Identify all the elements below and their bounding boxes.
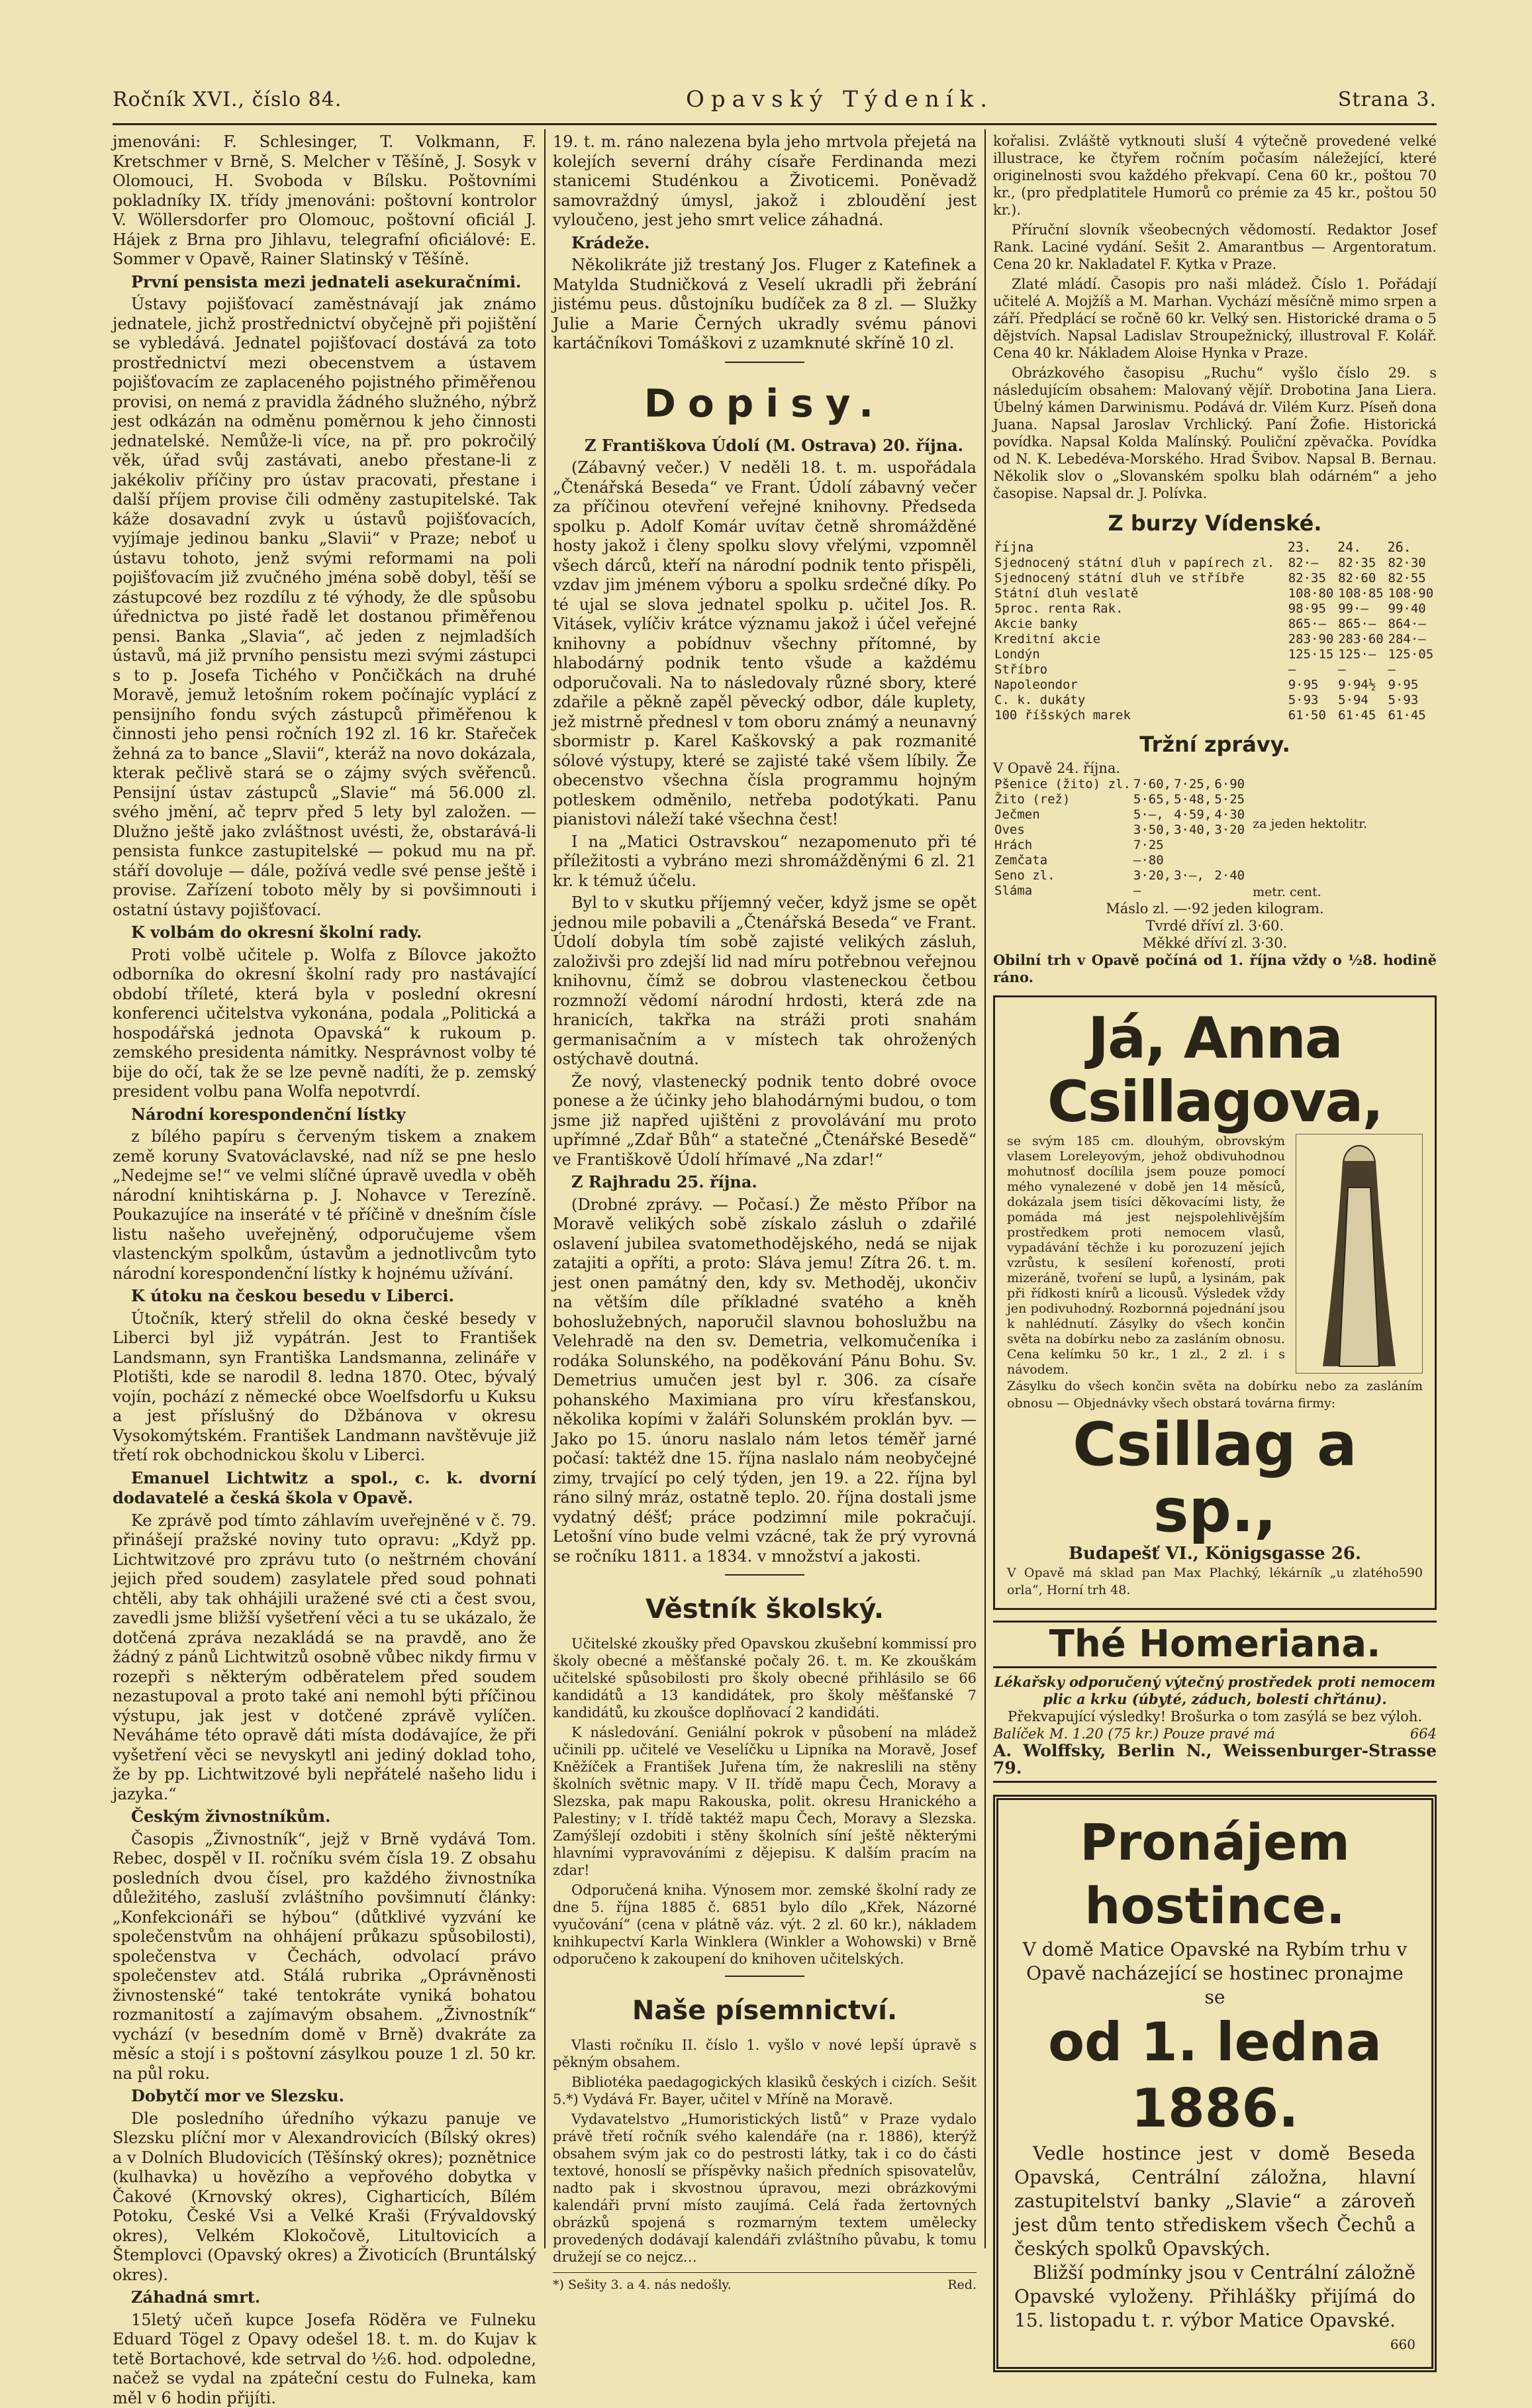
column-2 [553,132,977,2265]
market-cell: 3·40, [1173,823,1213,838]
paragraph: Dle posledního úředního výkazu panuje ve Slezsku plíční mor v Alexandrovicích (Bílský okres) a v Dolních Bludovicích (Těšínský okres); poznětnice (kulhavka) u hovězího a vepřového dobytka v Čakové (Krnovský okres), Cigharticích, Bílém Potoku, České Vsi a Velké Kraši (Frývaldovský okres), Velkém Klokočově, Litultovicích a Štemplovci (Opavský okres) a Životicích (Bruntálský okres). [113,2109,536,2285]
market-row [993,823,1246,838]
advertisement-rent [993,1795,1437,2372]
ad-csillag-agent-row [1007,1564,1423,1599]
article-heading: Národní korespondenční lístky [131,1105,406,1124]
market-units [1253,777,1367,900]
market-title: Tržní zprávy. [993,735,1437,755]
paragraph: 19. t. m. ráno nalezena byla jeho mrtvola přejetá na kolejích severní dráhy císaře Ferdinanda mezi stanicemi Studénkou a Životicemi. Poněvadž samovraždný úmysl, jakož i zbloudění jest vyloučeno, jest jeho smrt velice záhadná. [553,132,977,230]
market-body [993,777,1246,899]
section-title-school: Věstník školský. [553,1593,977,1626]
paragraph: (Drobné zprávy. — Počasí.) Že město Příbor na Moravě velikých sobě získalo zásluh o zdařilé oslavení jubilea svatomethodějského, nedá se nijak zatajiti a opříti, a proto: Sláva jemu! Zítra 26. t. m. jest onen památný den, kdy sv. Methoděj, ukončiv na větším díle příkladné svatého a kněh bohoslužebných, naporučil slavnou bohoslužbu na Velehradě na den sv. Demetria, velkomučeníka i rodáka Solunského, na poděkování Pánu Bohu. Sv. Demetrius umučen jest byl r. 306. za císaře pohanského Maximiana pro víru křesťanskou, několika kopími v žaláři Solunském proklán byv. — Jako po 15. únoru naslalo nám letos téměř jarné počasí: taktéž dne 15. října naslalo nám neobyčejné zimy, trvající po celý týden, jen 19. a 22. října byl ráno silný mráz, ostatně teplo. 20. října dostali jsme vydatný déšť; práce podzimní mile pokračují. Letošní víno bude velmi vzácné, tak že prý vyrovná se ročníku 1811. a 1834. v množství a jakosti. [553,1195,977,1567]
bourse-header-cell: 23. [1287,539,1337,556]
paragraph: Odporučená kniha. Výnosem mor. zemské školní rady ze dne 5. října 1885 č. 6851 bylo dílo „Křek, Názorné vyučování“ (cena v plátně váz. výt. 2 zl. 60 kr.), nákladem knihkupectví Karla Winklera (Winkler a Wohowski) v Brně odporučeno k zakoupení do knihoven učitelských. [553,1881,977,1968]
bourse-cell: Sjednocený státní dluh v papírech zl. [993,556,1287,571]
paragraph: Časopis „Živnostník“, jejž v Brně vydává Tom. Rebec, dospěl v II. ročníku svém čísla 19. Z obsahu posledních dvou čísel, pro každého živnostníka důležitého, zasluší zvláštního povšimnutí články: „Konfekcionáři se hýbou“ (důtklivé vyzvání ke společenstvům na ohhájení průkazu spůsobilosti), společenstva v Čechách, odvolací právo společenstev atd. Stálá rubrika „Oprávněnosti živnostenské“ také tentokráte vyniká bohatou rozmanitostí a zajímavým obsahem. „Živnostník“ vychází (v besedním domě v Brně) dvakráte za měsíc a stojí i s poštovní zásylkou pouze 1 zl. 50 kr. na půl roku. [113,1830,536,2084]
bourse-cell: 82·55 [1387,571,1437,586]
market-cell: 3·20 [1213,823,1246,838]
market-row [993,883,1246,899]
paragraph: Vlasti ročníku II. číslo 1. vyšlo v nové lepší úpravě s pěkným obsahem. [553,2036,977,2071]
article-heading: Z Rajhradu 25. října. [571,1172,757,1191]
paragraph: Byl to v skutku příjemný večer, když jsme se opět jednou mile pobavili a „Čtenářská Beseda“ ve Frant. Údolí dobyla tím sobě zajisté velikých zásluh, založivši pro zdejší lid nad míru potřebnou veřejnou knihovnu, čímž se dobrou vlasteneckou četbou rozmnoží vědomí národní hrdosti, která zde na hranicích, takřka na stráži proti snahám germanisačním a v místech tak ohrožených ostýchavě doutná. [553,893,977,1070]
market-cell: 3·50, [1132,823,1173,838]
bourse-cell: 61·45 [1387,708,1437,723]
market-cell: 5·48, [1173,792,1213,807]
bourse-cell: 98·95 [1287,601,1337,617]
paragraph: jmenováni: F. Schlesinger, T. Volkmann, F. Kretschmer v Brně, S. Melcher v Těšíně, J. Sosyk v Olomouci, H. Svoboda v Bílsku. Poštovními pokladníky IX. třídy jmenováni: poštovní kontrolor V. Wöllersdorfer pro Olomouc, poštovní oficiál J. Hájek z Brna pro Jihlavu, telegrafní oficiálové: E. Sommer v Opavě, Rainer Slatinský v Těšíně. [113,132,536,270]
article-heading: První pensista mezi jednateli asekuračními. [131,272,521,291]
market-cell: 4·59, [1173,807,1213,823]
article-heading: Krádeže. [571,233,649,252]
market-cell: 3·20, [1132,868,1173,883]
bourse-cell: Stříbro [993,662,1287,677]
bourse-cell: 100 říšských marek [993,708,1287,723]
paragraph: Ke zprávě pod tímto záhlavím uveřejněné v č. 79. přinášejí pražské noviny tuto opravu: „Když pp. Lichtwitzové pro zprávu tuto (o neštrném chování jejich před soudem) zasylatele před soud pohnati chtěli, aby tak ohhájili uražené své cti a čest svou, zavedli jsme bližší vyšetření věci a tu se ukázalo, že dotčená zpráva nezakládá se na pravdě, ano že žádný z pánů Lichtwitzů osobně vůbec nikdy firmu v rozepři s některým odběratelem před soudem nezastupoval a proto také ani nemohl býti příčinou výstupu, jak jest v dotčené zprávě vylíčen. Neváháme této opravě dáti místa dodávajíce, že při vyšetření věci se nevyskytl ani jediný doklad toho, že by pp. Lichtwitzové byli nepřátelé našeho lidu i jazyka.“ [113,1511,536,1805]
bourse-cell: 865·— [1287,617,1337,632]
bourse-cell: 5·93 [1287,693,1337,708]
market-row [993,838,1246,853]
separator [725,1976,804,1977]
market-cell: —·80 [1132,853,1173,868]
market-cell: 4·30 [1213,807,1246,823]
bourse-cell: 108·80 [1287,586,1337,601]
bourse-cell: 283·60 [1337,632,1386,647]
ad-rent-date: od 1. ledna 1886. [1014,2009,1415,2142]
bourse-cell: 82·60 [1337,571,1386,586]
separator [725,1574,804,1576]
ad-csillag-brand: Csillag a sp., [1007,1412,1423,1544]
bourse-header-cell: října [993,539,1287,556]
masthead-title: Opavský Týdeník. [686,86,994,113]
article-heading: K volbám do okresní školní rady. [131,923,422,942]
market-meat: Máslo zl. —·92 jeden kilogram. [993,900,1437,917]
bourse-cell: Kreditní akcie [993,632,1287,647]
market-block [993,777,1437,900]
bourse-row [993,617,1437,632]
market-cell: Sláma [993,883,1132,899]
bourse-cell: 61·45 [1337,708,1386,723]
market-row [993,853,1246,868]
market-unit-hl: za jeden hektolitr. [1253,817,1367,832]
bourse-cell: 284·— [1387,632,1437,647]
market-cell: Ječmen [993,807,1132,823]
section-title-literature: Naše písemnictví. [553,1994,977,2027]
ad-number: 660 [1014,2333,1415,2356]
ad-csillag-body [1007,1134,1423,1378]
ad-csillag-note: Zásylku do všech končin světa na dobírku nebo za zasláním obnosu — Objednávky všech obstará továrna firmy: [1007,1378,1423,1412]
ad-rent-p1: V domě Matice Opavské na Rybím trhu v Opavě nacházející se hostinec pronajme se [1014,1938,1415,2009]
footnote-sign: Red. [947,2276,977,2295]
section-title-dopisy: Dopisy. [553,380,977,426]
ad-homeriana-address: A. Wolffsky, Berlin N., Weissenburger-Strasse 79. [993,1742,1437,1783]
bourse-row [993,708,1437,723]
market-cell: Seno zl. [993,868,1132,883]
market-row [993,777,1246,792]
article-heading: Emanuel Lichtwitz a spol., c. k. dvorní dodavatelé a česká škola v Opavě. [113,1468,536,1508]
bourse-cell: 82·— [1287,556,1337,571]
header-rule [113,123,1437,125]
bourse-header-cell: 24. [1337,539,1386,556]
market-row [993,792,1246,807]
long-hair-woman-illustration [1296,1134,1423,1374]
bourse-cell: 61·50 [1287,708,1337,723]
woman-figure-icon [1296,1134,1422,1373]
article-heading: Záhadná smrt. [131,2287,260,2307]
page-number: Strana 3. [1338,88,1437,111]
bourse-cell: 9·95 [1387,677,1437,693]
market-cell: 6·90 [1213,777,1246,792]
market-cell [1213,883,1246,899]
paragraph: Zlaté mládí. Časopis pro naši mládež. Číslo 1. Pořádají učitelé A. Mojžíš a M. Marhan. Vychází měsíčně mimo srpen a září. Předplácí se ročně 60 kr. Velký sen. Historické drama o 5 dějstvích. Napsal Ladislav Stroupežnický, illustroval F. Kolář. Cena 40 kr. Nákladem Aloise Hynka v Praze. [993,276,1437,362]
paragraph: (Zábavný večer.) V neděli 18. t. m. uspořádala „Čtenářská Beseda“ ve Frant. Údolí zábavný večer za příčinou otevření veřejné knihovny. Předseda spolku p. Adolf Komár uvítav četně shromážděné hosty jakož i členy spolku slovy vřelými, vzpomněl všech dárců, kteří na národní podnik tento přispěli, vzdav jim jménem výboru a spolku srdečné díky. Po té ujal se slova jednatel spolku p. učitel Jos. R. Vitásek, vylíčiv krátce významu jakož i účel veřejné knihovny a pobídnuv všechny přítomné, by hlabodárný podnik tento všude a každému odporučovali. Na to následovaly různé sbory, které zdařile a pěkně zapěl pěvecký odbor, dále kuplety, jež mistrně přednesl v tom oboru známý a neunavný sbormistr p. Karel Kaškovský a pak rozmanité sólové výstupy, které se zajisté také všem líbily. Že obecenstvo všechna čísla programmu hojným potleskem odměnilo, netřeba podotýkati. Panu pianistovi náleží také všechna čest! [553,458,977,830]
bourse-row [993,601,1437,617]
bourse-cell: 108·90 [1387,586,1437,601]
market-subtitle: V Opavě 24. října. [993,760,1437,777]
market-cell: Hrách [993,838,1132,853]
market-cell: 2·40 [1213,868,1246,883]
ad-homeriana-title: Thé Homeriana. [993,1621,1437,1668]
separator [725,362,804,363]
market-cell: 3·—, [1173,868,1213,883]
bourse-cell: 9·94½ [1337,677,1386,693]
market-table [993,777,1246,899]
bourse-cell: 5·93 [1387,693,1437,708]
bourse-cell: 5·94 [1337,693,1386,708]
bourse-cell: — [1337,662,1386,677]
bourse-header-cell: 26. [1387,539,1437,556]
article-heading: Dobytčí mor ve Slezsku. [131,2086,344,2105]
column-divider [544,129,546,2248]
bourse-cell: 82·30 [1387,556,1437,571]
bourse-cell: Londýn [993,647,1287,662]
bourse-row [993,647,1437,662]
bourse-cell: 283·90 [1287,632,1337,647]
market-cell [1173,838,1213,853]
paragraph: z bílého papíru s červeným tiskem a znakem země koruny Svatováclavské, nad níž se pne heslo „Nedejme se!“ ve velmi slíčné úpravě uvedla v oběh národní knihtiskárna p. J. Nohavce v Terezíně. Poukazujíce na inseráté v té příčině v dnešním čísle listu našeho uveřejněný, odporučujeme všem vlastenckým spolkům, ústavům a jednotlivcům tyto národní korespondenční lístky k hojnému užívání. [113,1127,536,1283]
bourse-cell: Napoleondor [993,677,1287,693]
market-cell [1173,883,1213,899]
market-wood-hard: Tvrdé dříví zl. 3·60. [993,917,1437,934]
market-cell: — [1132,883,1173,899]
market-row [993,807,1246,823]
column-1 [113,132,536,2265]
ad-csillag-address: Budapešť VI., Königsgasse 26. [1007,1544,1423,1564]
bourse-row [993,677,1437,693]
bourse-row [993,693,1437,708]
bourse-cell: 125·15 [1287,647,1337,662]
ad-homeriana-text2: Překvapující výsledky! Brošurka o tom zasýlá se bez výloh. [993,1708,1437,1725]
paragraph: 15letý učeň kupce Josefa Röděra ve Fulneku Eduard Tögel z Opavy odešel 18. t. m. do Kujav k tetě Bortachové, kde setrval do ½6. hod. odpoledne, načež se vydal na zpáteční cestu do Fulneka, kam měl v 6 hodin přijíti. [113,2311,536,2408]
market-cell [1213,838,1246,853]
bourse-row [993,632,1437,647]
bourse-cell: 125·— [1337,647,1386,662]
paragraph: Učitelské zkoušky před Opavskou zkušební kommissí pro školy obecné a měšťanské počaly 26. t. m. Ke zkouškám učitelské spůsobilosti pro školy obecné přihlásilo se 66 kandidátů a 13 kandidátek, pro školy měšťanské 7 kandidátů, ku zkoušce doplňovací 2 kandidáti. [553,1635,977,1721]
market-unit-cent: metr. cent. [1253,885,1367,900]
advertisement-csillag [993,995,1437,1610]
market-cell: Oves [993,823,1132,838]
paragraph: Několikráte již trestaný Jos. Fluger z Katefinek a Matylda Studničková z Veselí ukradli při žebrání jistému peus. důstojníku budíček za 8 zl. — Služky Julie a Marie Černých ukradly svému pánovi kartáčníkovi Tomáškovi z uzamknuté skříně 10 zl. [553,256,977,354]
bourse-cell: 9·95 [1287,677,1337,693]
market-cell: Žito (rež) [993,792,1132,807]
paragraph: Proti volbě učitele p. Wolfa z Bílovce jakožto odborníka do okresní školní rady pro nastávající období tříleté, která byla v poslední okresní konferenci učitelstva vykonána, podala „Politická a hospodářská jednota Opavská“ k rukoum p. zemského presidenta námitky. Nesprávnost volby té bije do očí, tak že se lze pevně nadíti, že p. zemský president volbu pana Wolfa nepotvrdí. [113,946,536,1102]
bourse-cell: Akcie banky [993,617,1287,632]
market-cell: 7·60, [1132,777,1173,792]
bourse-cell: 99·40 [1387,601,1437,617]
market-cell [1213,853,1246,868]
ad-csillag-text: se svým 185 cm. dlouhým, obrovským vlasem Loreleyovým, jehož obdivuhodnou mohutnosť docílila jsem pouze pomocí mého vynalezené v době jen 14 měsíců, dokázala jsem tisíci děkovacími listy, že pomáda má jest nejspolehlivějším prostředkem proti nemocem vlasů, vypadávání těchže i ku porozuzení jejich vzrůstu, k sesílení kořeností, proti mizeráně, tvoření se lupů, a lysinám, pak při řídkosti knírů a licousů. Výsledek vždy jen podivuhodný. Rozbornná pojednání jsou k nahlédnutí. Zásylky do všech končin světa na dobírku nebo za zasláním obnosu. Cena kelímku 50 kr., 1 zl., 2 zl. i s návodem. [1007,1134,1285,1378]
paragraph: Ústavy pojišťovací zaměstnávají jak známo jednatele, jichž prostřednictví obyčejně při pojištění se vybledává. Jednatel pojišťovací dostává za toto prostřednictví mezi obecenstvem a ústavem pojišťovacím ze zaplaceného pojistného přiměřenou provisi, on nemá z pravidla žádného služného, nýbrž jest odkázán na odměnu poměrnou k jeho činnosti jednatelské. Nemůže-li více, na př. pro pokročilý věk, úřad svůj zastávati, anebo přestane-li z jakékoliv příčiny pro ústav pracovati, přestane i další příjem provise čili odměny zastupitelské. Tak káže dosavadní zvyk u ústavů pojišťovacích, vyjímaje jedinou banku „Slavii“ v Praze; neboť u ústavu tohoto, jenž svými reformami na poli pojišťovacím již zvučného jména sobě dobyl, těší se zástupcové bez rozdílu z té výhody, že dle spůsobu úřednictva po jisté řadě let dostanou přiměřenou pensi. Banka „Slavia“, ač jeden z nejmladších ústavů, má již prvního pensistu mezi svými zástupci s to p. Josefa Tichého v Pončičkách na druhé Moravě, jemuž letošním rokem počínajíc vyplácí z pensijního fondu svých zástupců přiměřenou k činnosti jeho pensi ročních 192 zl. 16 kr. Stařeček žehná za to bance „Slavii“, kteráž na novo dokázala, kterak pečlivě stará se o zájmy svých svěřenců. Pensijní ústav zástupců „Slavie“ má 56.000 zl. svého jmění, ač teprv před 5 lety byl založen. — Dlužno ještě jako zvláštnost uvésti, že, obstarává-li pensista funkce zastupitelské — pokud mu na př. stáří dovoluje — dále, požívá vedle své pense ještě i provise. Zařízení toboto měly by si povšimnouti i ostatní ústavy pojišťovací. [113,295,536,920]
footnote-text: *) Sešity 3. a 4. nás nedošly. [553,2276,732,2295]
column-3 [993,132,1437,2265]
paragraph: Příruční slovník všeobecných vědomostí. Redaktor Josef Rank. Laciné vydání. Sešit 2. Amarantbus — Argentoratum. Cena 20 kr. Nakladatel F. Kytka v Praze. [993,221,1437,273]
market-cell: Zemčata [993,853,1132,868]
bourse-cell: Sjednocený státní dluh ve stříbře [993,571,1287,586]
ad-rent-p3: Bližší podmínky jsou v Centrální záložně Opavské vyloženy. Přihlášky přijímá do 15. listopadu t. r. výbor Matice Opavské. [1014,2261,1415,2333]
bourse-cell: 125·05 [1387,647,1437,662]
market-cell: 7·25 [1132,838,1173,853]
article-heading: K útoku na českou besedu v Liberci. [131,1286,454,1305]
column-divider [984,129,986,2248]
market-cell [1173,853,1213,868]
bourse-cell: C. k. dukáty [993,693,1287,708]
bourse-cell: — [1387,662,1437,677]
paragraph: Útočník, který střelil do okna české besedy v Liberci byl již vypátrán. Jest to František Landsmann, syn Františka Landsmanna, zelináře v Plotišti, kde se narodil 8. ledna 1870. Otec, bývalý vojín, pochází z německé obce Woelfsdorfu u Kuksu a jest příslušný do Džbánova v okresu Vysokomýtském. František Landmann navštěvuje již třetí rok obchodnickou školu v Liberci. [113,1309,536,1466]
ad-homeriana-price: Balíček M. 1.20 (75 kr.) Pouze pravé má [993,1725,1275,1742]
bourse-row [993,586,1437,601]
ad-number: 590 [1399,1564,1423,1599]
bourse-cell: 108·85 [1337,586,1386,601]
paragraph: Vydavatelstvo „Humoristických listů“ v Praze vydalo právě třetí ročník svého kalendáře (na r. 1886), kterýž obsahem svým jak co do pestrosti látky, tak i co do části textové, honoslí se příspěvky našich předních spisovatelův, nadto pak i skvostnou úpravou, mezi obrázkovými kalendáři první místo zaujímá. Celá řada žertovných obrázků spojená s rozmarným textem umělecky provedených dodávají kalendáři zvláštního půvabu, k tomu družejí se co nejcz… [553,2111,977,2266]
ad-number: 664 [1410,1725,1437,1742]
bourse-table [993,539,1437,723]
article-heading: Českým živnostníkům. [131,1807,330,1826]
paragraph: K následování. Geniální pokrok v působení na mládež učinili pp. učitelé ve Veselíčku u Lipníka na Moravě, Josef Kněžíček a František Juřena tím, že nakreslili na stěny školních světnic mapy. V II. třídě mapu Čech, Moravy a Slezska, pak mapu Rakouska, polit. okresu Hranického a Palestiny; v I. třídě taktéž mapu Čech, Moravy a Slezska. Zamýšlejí ozdobiti i stěny školních síní ještě některými hlavními vypravováními z dějepisu. K dalším pracím na zdar! [553,1724,977,1879]
market-note: Obilní trh v Opavě počíná od 1. října vždy o ½8. hodině ráno. [993,952,1437,986]
paragraph: I na „Matici Ostravskou“ nezapomenuto při té příležitosti a vybráno mezi shromážděnými 6 zl. 21 kr. k témuž účelu. [553,832,977,891]
bourse-header-row [993,539,1437,556]
article-heading: Z Františkova Údolí (M. Ostrava) 20. října. [585,436,963,455]
bourse-cell: 865·— [1337,617,1386,632]
ad-homeriana-text: Lékařsky odporučený výtečný prostředek proti nemocem plic a krku (úbyté, záduch, bolesti chřtánu). [993,1674,1437,1708]
bourse-cell: 5proc. renta Rak. [993,601,1287,617]
market-wood-soft: Měkké dříví zl. 3·30. [993,934,1437,952]
issue-info: Ročník XVI., číslo 84. [113,88,342,111]
ad-rent-p2: Vedle hostince jest v domě Beseda Opavská, Centrální záložna, hlavní zastupitelství banky „Slavie“ a zároveň jest dům tento střediskem všech Čechů a českých spolků Opavských. [1014,2142,1415,2261]
bourse-row [993,662,1437,677]
market-cell: 5·—, [1132,807,1173,823]
bourse-body [993,556,1437,723]
footnote [553,2272,977,2295]
ad-rent-title: Pronájem hostince. [1014,1811,1415,1938]
ad-homeriana-price-row [993,1725,1437,1742]
bourse-cell: 82·35 [1287,571,1337,586]
bourse-cell: 82·35 [1337,556,1386,571]
page-header [113,79,1437,119]
bourse-cell: — [1287,662,1337,677]
paragraph: Bibliotéka paedagogických klasiků českých i cizích. Sešit 5.*) Vydává Fr. Bayer, učitel v Mříně na Moravě. [553,2074,977,2108]
paragraph: Že nový, vlastenecký podnik tento dobré ovoce ponese a že účinky jeho blahodárnými budou, o tom jsme již napřed ujištěni z provolávání mu proto upřímné „Zdař Bůh“ a statečné „Čtenářské Besedě“ ve Františkově Údolí hřímavé „Na zdar!“ [553,1072,977,1170]
bourse-cell: 864·— [1387,617,1437,632]
market-cell: Pšenice (žito) zl. [993,777,1132,792]
ad-csillag-agent: V Opavě má sklad pan Max Plachký, lékárník „u zlatého orla“, Horní trh 48. [1007,1564,1399,1599]
market-row [993,868,1246,883]
market-cell: 7·25, [1173,777,1213,792]
bourse-row [993,571,1437,586]
market-cell: 5·25 [1213,792,1246,807]
market-cell: 5·65, [1132,792,1173,807]
bourse-cell: 99·— [1337,601,1386,617]
bourse-title: Z burzy Vídenské. [993,514,1437,534]
paragraph: Obrázkového časopisu „Ruchu“ vyšlo číslo 29. s následujícím obsahem: Malovaný vějíř. Drobotina Jana Liera. Úbelný kámen Darwinismu. Podává dr. Vilém Kurz. Píseň dona Juana. Napsal Jaroslav Vrchlický. Paní Žofie. Historická povídka. Napsal Kolda Malínský. Pouliční zpěvačka. Povídka od N. K. Lebedéva-Morského. Hrad Švibov. Napsal B. Bernau. Několik slov o „Slovanském spolku blah odárném“ a jeho časopise. Napsal dr. J. Polívka. [993,364,1437,502]
bourse-cell: Státní dluh veslatě [993,586,1287,601]
paragraph: kořalisi. Zvláště vytknouti sluší 4 výtečně provedené velké illustrace, ke čtyřem ročním počasím náležející, které originelnosti svou každého překvapí. Cena 60 kr., poštou 70 kr., (pro předplatitele Humorů co prémie za 45 kr., poštou 50 kr.). [993,132,1437,219]
bourse-row [993,556,1437,571]
ad-csillag-title: Já, Anna Csillagova, [1007,1007,1423,1134]
